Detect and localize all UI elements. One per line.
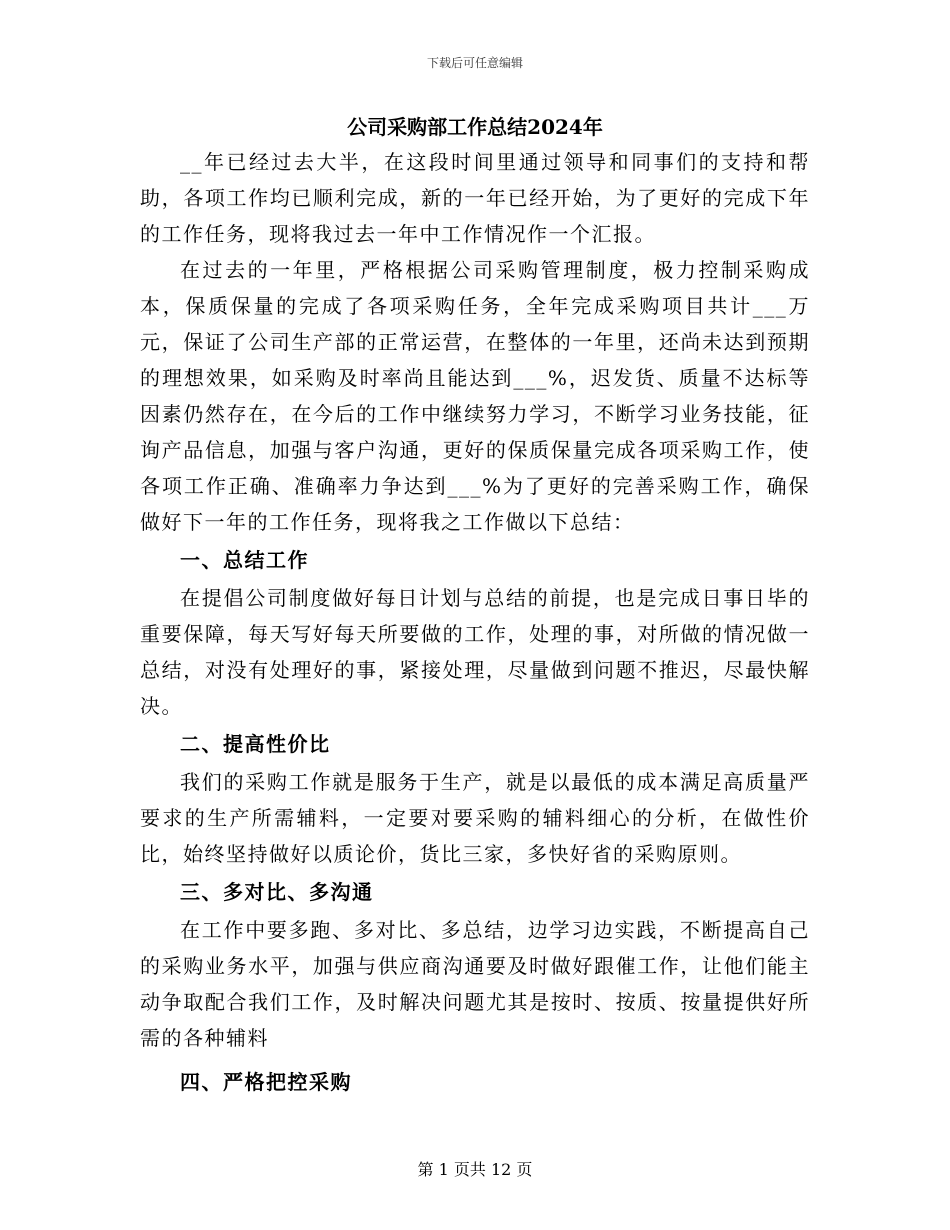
section-paragraph-3: 在工作中要多跑、多对比、多总结，边学习边实践，不断提高自己的采购业务水平，加强与供应商沟通要及时做好跟催工作，让他们能主动争取配合我们工作，及时解决问题尤其是按时、按质、按量提供好所需的各种辅料 — [140, 918, 810, 1050]
section-paragraph-1: 在提倡公司制度做好每日计划与总结的前提，也是完成日事日毕的重要保障，每天写好每天所要做的工作，处理的事，对所做的情况做一总结，对没有处理好的事，紧接处理，尽量做到问题不推迟，尽最快解决。 — [140, 586, 810, 718]
intro-paragraph-1: __年已经过去大半，在这段时间里通过领导和同事们的支持和帮助，各项工作均已顺利完成，新的一年已经开始，为了更好的完成下年的工作任务，现将我过去一年中工作情况作一个汇报。 — [140, 150, 810, 246]
section-heading-1: 一、总结工作 — [180, 548, 309, 572]
document-body — [140, 110, 810, 1102]
page-footer: 第 1 页共 12 页 — [417, 1160, 533, 1179]
header-note: 下载后可任意编辑 — [426, 56, 523, 70]
document-title: 公司采购部工作总结2024年 — [347, 115, 603, 139]
section-heading-2: 二、提高性价比 — [180, 732, 331, 756]
section-paragraph-2: 我们的采购工作就是服务于生产，就是以最低的成本满足高质量严要求的生产所需辅料，一定要对要采购的辅料细心的分析，在做性价比，始终坚持做好以质论价，货比三家，多快好省的采购原则。 — [140, 770, 810, 866]
section-heading-3: 三、多对比、多沟通 — [180, 880, 374, 904]
section-heading-4: 四、严格把控采购 — [180, 1070, 352, 1094]
intro-paragraph-2: 在过去的一年里，严格根据公司采购管理制度，极力控制采购成本，保质保量的完成了各项采购任务，全年完成采购项目共计___万元，保证了公司生产部的正常运营，在整体的一年里，还尚未达到预期的理想效果，如采购及时率尚且能达到___%，迟发货、质量不达标等因素仍然存在，在今后的工作中继续努力学习，不断学习业务技能，征询产品信息，加强与客户沟通，更好的保质保量完成各项采购工作，使各项工作正确、准确率力争达到___%为了更好的完善采购工作，确保做好下一年的工作任务，现将我之工作做以下总结： — [140, 258, 810, 534]
